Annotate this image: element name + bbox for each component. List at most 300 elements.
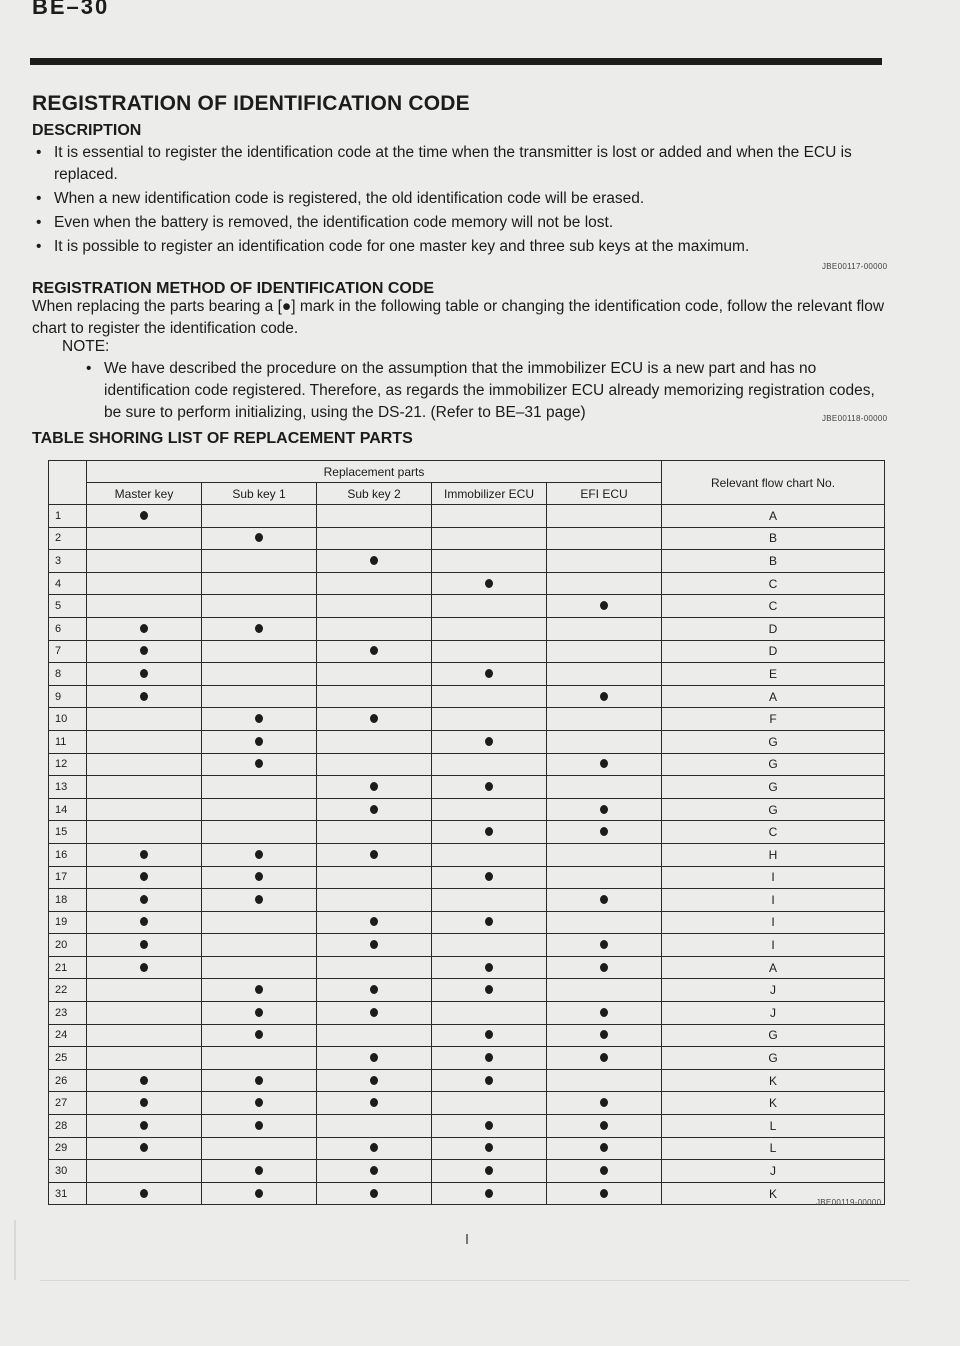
column-header: Immobilizer ECU	[432, 483, 547, 505]
part-cell	[432, 1047, 547, 1070]
part-cell	[547, 640, 662, 663]
replacement-mark-icon	[140, 624, 148, 633]
flow-chart-cell: F	[662, 708, 885, 731]
table-row	[49, 1160, 885, 1183]
part-cell	[202, 1115, 317, 1138]
table-row	[49, 866, 885, 889]
replacement-mark-icon	[140, 669, 148, 678]
part-cell	[317, 595, 432, 618]
part-cell	[547, 1002, 662, 1025]
part-cell	[432, 911, 547, 934]
replacement-mark-icon	[600, 1166, 608, 1175]
row-number: 14	[49, 798, 87, 821]
part-cell	[87, 1160, 202, 1183]
part-cell	[317, 685, 432, 708]
part-cell	[317, 1115, 432, 1138]
part-cell	[547, 843, 662, 866]
part-cell	[202, 821, 317, 844]
replacement-mark-icon	[485, 1121, 493, 1130]
row-number: 2	[49, 527, 87, 550]
part-cell	[202, 979, 317, 1002]
table-heading: TABLE SHORING LIST OF REPLACEMENT PARTS	[32, 430, 413, 447]
flow-chart-cell: K	[662, 1092, 885, 1115]
replacement-mark-icon	[255, 1076, 263, 1085]
part-cell	[317, 1182, 432, 1205]
part-cell	[317, 956, 432, 979]
flow-chart-cell: B	[662, 550, 885, 573]
column-header: Master key	[87, 483, 202, 505]
part-cell	[202, 1182, 317, 1205]
table-row	[49, 911, 885, 934]
part-cell	[317, 798, 432, 821]
replacement-mark-icon	[255, 533, 263, 542]
part-cell	[202, 550, 317, 573]
part-cell	[87, 866, 202, 889]
row-number: 28	[49, 1115, 87, 1138]
replacement-mark-icon	[140, 692, 148, 701]
part-cell	[432, 956, 547, 979]
table-row	[49, 889, 885, 912]
replacement-mark-icon	[600, 1053, 608, 1062]
part-cell	[432, 617, 547, 640]
replacement-mark-icon	[600, 1189, 608, 1198]
row-number: 12	[49, 753, 87, 776]
table-row	[49, 617, 885, 640]
part-cell	[432, 934, 547, 957]
method-heading: REGISTRATION METHOD OF IDENTIFICATION CODE	[32, 280, 435, 297]
part-cell	[202, 1002, 317, 1025]
table-row	[49, 505, 885, 528]
part-cell	[202, 753, 317, 776]
part-cell	[202, 730, 317, 753]
replacement-mark-icon	[370, 714, 378, 723]
bullet-icon: •	[36, 214, 42, 231]
row-number: 18	[49, 889, 87, 912]
table-row	[49, 1137, 885, 1160]
part-cell	[202, 527, 317, 550]
table-row	[49, 708, 885, 731]
flow-chart-cell: E	[662, 663, 885, 686]
part-cell	[547, 505, 662, 528]
flow-chart-cell: C	[662, 595, 885, 618]
part-cell	[202, 798, 317, 821]
row-number: 22	[49, 979, 87, 1002]
row-number: 29	[49, 1137, 87, 1160]
part-cell	[547, 753, 662, 776]
part-cell	[432, 595, 547, 618]
replacement-mark-icon	[140, 1143, 148, 1152]
scan-artifact	[14, 1220, 16, 1280]
part-cell	[87, 550, 202, 573]
header-rule	[30, 58, 882, 65]
part-cell	[317, 527, 432, 550]
part-cell	[547, 595, 662, 618]
flow-chart-cell: I	[662, 911, 885, 934]
table-row	[49, 1002, 885, 1025]
part-cell	[87, 685, 202, 708]
part-cell	[87, 1092, 202, 1115]
replacement-mark-icon	[140, 917, 148, 926]
row-number: 3	[49, 550, 87, 573]
replacement-mark-icon	[485, 1030, 493, 1039]
table-row	[49, 776, 885, 799]
replacement-mark-icon	[370, 1076, 378, 1085]
replacement-mark-icon	[485, 963, 493, 972]
replacement-mark-icon	[600, 759, 608, 768]
part-cell	[87, 1047, 202, 1070]
table-body	[49, 505, 885, 1205]
replacement-mark-icon	[485, 579, 493, 588]
row-number: 20	[49, 934, 87, 957]
note-title: NOTE:	[62, 338, 110, 355]
replacement-parts-table	[48, 460, 885, 1205]
part-cell	[202, 843, 317, 866]
replacement-mark-icon	[600, 1030, 608, 1039]
replacement-mark-icon	[370, 782, 378, 791]
table-row	[49, 1092, 885, 1115]
part-cell	[547, 663, 662, 686]
part-cell	[202, 889, 317, 912]
table-row	[49, 979, 885, 1002]
part-cell	[432, 663, 547, 686]
table-row	[49, 753, 885, 776]
row-number: 10	[49, 708, 87, 731]
row-number: 1	[49, 505, 87, 528]
replacement-mark-icon	[600, 1098, 608, 1107]
part-cell	[547, 1182, 662, 1205]
table-row	[49, 798, 885, 821]
replacement-mark-icon	[485, 827, 493, 836]
part-cell	[87, 617, 202, 640]
part-cell	[202, 685, 317, 708]
flow-chart-cell: K	[662, 1069, 885, 1092]
part-cell	[547, 934, 662, 957]
part-cell	[547, 1069, 662, 1092]
replacement-mark-icon	[370, 940, 378, 949]
part-cell	[432, 550, 547, 573]
part-cell	[87, 663, 202, 686]
reference-code: JBE00117-00000	[822, 262, 888, 271]
part-cell	[202, 1092, 317, 1115]
part-cell	[317, 1002, 432, 1025]
replacement-mark-icon	[485, 985, 493, 994]
part-cell	[432, 1115, 547, 1138]
part-cell	[317, 776, 432, 799]
replacement-mark-icon	[255, 759, 263, 768]
part-cell	[432, 685, 547, 708]
part-cell	[317, 1047, 432, 1070]
part-cell	[202, 1024, 317, 1047]
flow-chart-cell: I	[662, 889, 885, 912]
row-number: 5	[49, 595, 87, 618]
replacement-mark-icon	[485, 872, 493, 881]
part-cell	[547, 1160, 662, 1183]
part-cell	[202, 866, 317, 889]
replacement-mark-icon	[255, 872, 263, 881]
part-cell	[202, 640, 317, 663]
part-cell	[87, 572, 202, 595]
replacement-mark-icon	[140, 1098, 148, 1107]
row-number: 30	[49, 1160, 87, 1183]
table-row	[49, 572, 885, 595]
replacement-mark-icon	[370, 1098, 378, 1107]
row-number: 9	[49, 685, 87, 708]
part-cell	[547, 821, 662, 844]
table-row	[49, 956, 885, 979]
bullet-icon: •	[36, 190, 42, 207]
row-number: 31	[49, 1182, 87, 1205]
part-cell	[317, 730, 432, 753]
flow-chart-cell: L	[662, 1115, 885, 1138]
row-number: 19	[49, 911, 87, 934]
replacement-mark-icon	[485, 1189, 493, 1198]
part-cell	[547, 708, 662, 731]
part-cell	[432, 798, 547, 821]
table-row	[49, 1182, 885, 1205]
replacement-mark-icon	[255, 714, 263, 723]
replacement-mark-icon	[140, 872, 148, 881]
note-bullet: • We have described the procedure on the assumption that the immobilizer ECU is a new part and has no identification code registered. Therefore, as regards the immobilizer ECU already memorizing registration codes, be sure to perform initializing, using the DS-21. (Refer to BE–31 page)	[86, 360, 875, 421]
row-number: 26	[49, 1069, 87, 1092]
table-row	[49, 640, 885, 663]
part-cell	[432, 730, 547, 753]
bullet-icon: •	[36, 238, 42, 255]
part-cell	[432, 1069, 547, 1092]
part-cell	[317, 505, 432, 528]
part-cell	[432, 1002, 547, 1025]
part-cell	[317, 911, 432, 934]
table-row	[49, 550, 885, 573]
replacement-mark-icon	[140, 895, 148, 904]
flow-chart-cell: A	[662, 956, 885, 979]
part-cell	[547, 1047, 662, 1070]
replacement-mark-icon	[370, 556, 378, 565]
flow-chart-cell: D	[662, 640, 885, 663]
replacement-mark-icon	[370, 917, 378, 926]
flow-chart-header: Relevant flow chart No.	[662, 461, 885, 505]
replacement-mark-icon	[600, 940, 608, 949]
part-cell	[547, 1115, 662, 1138]
scan-artifact	[40, 1280, 910, 1281]
part-cell	[547, 527, 662, 550]
row-number: 7	[49, 640, 87, 663]
part-cell	[432, 1024, 547, 1047]
flow-chart-cell: D	[662, 617, 885, 640]
part-cell	[87, 708, 202, 731]
replacement-mark-icon	[255, 1098, 263, 1107]
part-cell	[317, 889, 432, 912]
part-cell	[547, 550, 662, 573]
table-row	[49, 730, 885, 753]
row-number: 11	[49, 730, 87, 753]
replacement-mark-icon	[255, 1166, 263, 1175]
replacement-mark-icon	[370, 1166, 378, 1175]
flow-chart-cell: L	[662, 1137, 885, 1160]
part-cell	[547, 685, 662, 708]
part-cell	[432, 640, 547, 663]
part-cell	[432, 572, 547, 595]
part-cell	[547, 979, 662, 1002]
table-row	[49, 595, 885, 618]
flow-chart-cell: I	[662, 866, 885, 889]
part-cell	[432, 889, 547, 912]
replacement-mark-icon	[600, 1143, 608, 1152]
part-cell	[547, 798, 662, 821]
part-cell	[547, 866, 662, 889]
part-cell	[317, 617, 432, 640]
replacement-mark-icon	[255, 1030, 263, 1039]
part-cell	[202, 956, 317, 979]
replacement-mark-icon	[255, 1121, 263, 1130]
part-cell	[317, 1092, 432, 1115]
row-number: 24	[49, 1024, 87, 1047]
part-cell	[87, 1069, 202, 1092]
part-cell	[317, 866, 432, 889]
page-title: REGISTRATION OF IDENTIFICATION CODE	[32, 92, 470, 115]
part-cell	[547, 617, 662, 640]
part-cell	[317, 843, 432, 866]
flow-chart-cell: K	[662, 1182, 885, 1205]
part-cell	[87, 595, 202, 618]
part-cell	[87, 1182, 202, 1205]
part-cell	[432, 527, 547, 550]
table-row	[49, 821, 885, 844]
flow-chart-cell: A	[662, 685, 885, 708]
flow-chart-cell: G	[662, 1047, 885, 1070]
row-number: 16	[49, 843, 87, 866]
part-cell	[432, 505, 547, 528]
replacement-mark-icon	[370, 850, 378, 859]
flow-chart-cell: G	[662, 776, 885, 799]
table-row	[49, 1069, 885, 1092]
part-cell	[547, 1137, 662, 1160]
flow-chart-cell: G	[662, 730, 885, 753]
part-cell	[317, 979, 432, 1002]
part-cell	[87, 1024, 202, 1047]
part-cell	[87, 1137, 202, 1160]
part-cell	[432, 979, 547, 1002]
reference-code: JBE00119-00000	[816, 1198, 882, 1207]
part-cell	[87, 730, 202, 753]
description-bullet-1: • It is essential to register the identification code at the time when the transmitter is lost or added and when the ECU is replaced.	[36, 144, 852, 183]
column-header: EFI ECU	[547, 483, 662, 505]
row-number: 21	[49, 956, 87, 979]
method-text: When replacing the parts bearing a [●] mark in the following table or changing the identification code, follow the relevant flow chart to register the identification code.	[32, 298, 885, 337]
part-cell	[547, 956, 662, 979]
table-row	[49, 1047, 885, 1070]
replacement-mark-icon	[255, 1008, 263, 1017]
flow-chart-cell: B	[662, 527, 885, 550]
part-cell	[432, 1160, 547, 1183]
part-cell	[317, 708, 432, 731]
replacement-mark-icon	[600, 895, 608, 904]
description-heading: DESCRIPTION	[32, 122, 142, 139]
part-cell	[87, 843, 202, 866]
flow-chart-cell: J	[662, 1160, 885, 1183]
replacement-mark-icon	[140, 963, 148, 972]
replacement-mark-icon	[255, 985, 263, 994]
replacement-mark-icon	[600, 1008, 608, 1017]
part-cell	[87, 753, 202, 776]
part-cell	[202, 776, 317, 799]
part-cell	[202, 1069, 317, 1092]
row-number: 27	[49, 1092, 87, 1115]
part-cell	[432, 843, 547, 866]
part-cell	[317, 934, 432, 957]
replacement-mark-icon	[485, 669, 493, 678]
replacement-mark-icon	[485, 737, 493, 746]
part-cell	[202, 708, 317, 731]
replacement-mark-icon	[255, 1189, 263, 1198]
part-cell	[202, 1047, 317, 1070]
table-row	[49, 1024, 885, 1047]
replacement-mark-icon	[140, 1076, 148, 1085]
flow-chart-cell: J	[662, 979, 885, 1002]
replacement-mark-icon	[370, 1008, 378, 1017]
row-number-header	[49, 461, 87, 505]
part-cell	[317, 663, 432, 686]
replacement-mark-icon	[600, 827, 608, 836]
part-cell	[317, 1137, 432, 1160]
part-cell	[87, 527, 202, 550]
part-cell	[317, 550, 432, 573]
replacement-mark-icon	[600, 805, 608, 814]
replacement-mark-icon	[485, 1053, 493, 1062]
replacement-mark-icon	[485, 1143, 493, 1152]
part-cell	[87, 889, 202, 912]
replacement-mark-icon	[140, 1121, 148, 1130]
part-cell	[432, 1092, 547, 1115]
part-cell	[87, 934, 202, 957]
row-number: 23	[49, 1002, 87, 1025]
part-cell	[87, 798, 202, 821]
table-row	[49, 685, 885, 708]
part-cell	[547, 776, 662, 799]
part-cell	[317, 1024, 432, 1047]
replacement-mark-icon	[485, 917, 493, 926]
flow-chart-cell: H	[662, 843, 885, 866]
flow-chart-cell: C	[662, 821, 885, 844]
flow-chart-cell: I	[662, 934, 885, 957]
part-cell	[432, 708, 547, 731]
flow-chart-cell: G	[662, 798, 885, 821]
replacement-mark-icon	[600, 692, 608, 701]
part-cell	[202, 617, 317, 640]
part-cell	[202, 1137, 317, 1160]
scan-mark	[466, 1234, 468, 1244]
replacement-mark-icon	[485, 1076, 493, 1085]
column-header: Sub key 2	[317, 483, 432, 505]
part-cell	[202, 663, 317, 686]
row-number: 8	[49, 663, 87, 686]
part-cell	[317, 753, 432, 776]
part-cell	[432, 866, 547, 889]
table-row	[49, 934, 885, 957]
part-cell	[87, 956, 202, 979]
part-cell	[432, 1137, 547, 1160]
reference-code: JBE00118-00000	[822, 414, 888, 423]
page-number-header: BE–30	[32, 0, 110, 14]
replacement-mark-icon	[370, 805, 378, 814]
part-cell	[202, 505, 317, 528]
part-cell	[202, 1160, 317, 1183]
part-cell	[87, 1115, 202, 1138]
part-cell	[547, 1024, 662, 1047]
part-cell	[87, 505, 202, 528]
part-cell	[547, 572, 662, 595]
row-number: 17	[49, 866, 87, 889]
column-header: Sub key 1	[202, 483, 317, 505]
